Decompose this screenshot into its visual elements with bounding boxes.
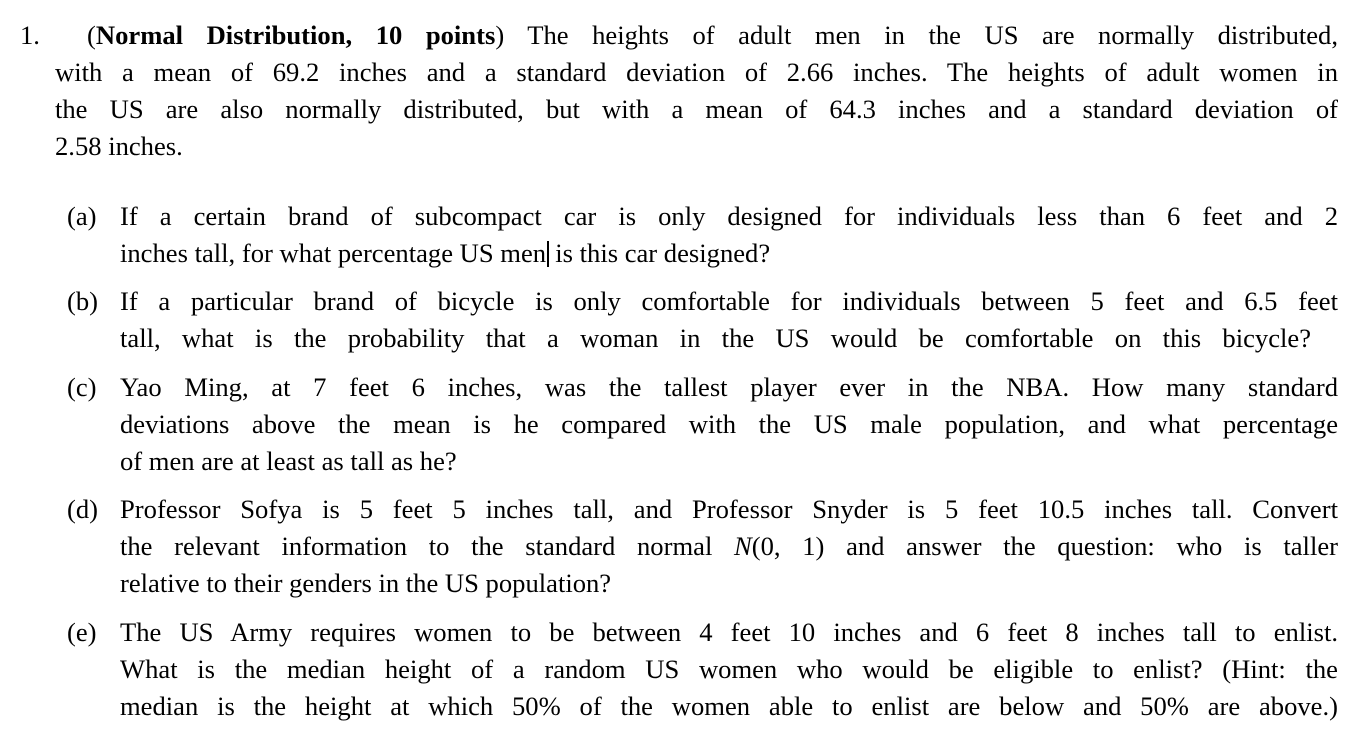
- problem-intro-line-4: 2.58 inches.: [55, 131, 183, 161]
- part-c-line-3: of men are at least as tall as he?: [120, 446, 457, 476]
- part-e-line-3: median is the height at which 50% of the women able to enlist are below and 50% are above.): [120, 691, 1338, 721]
- part-a-label: (a): [67, 201, 97, 231]
- problem-title: Normal Distribution, 10 points: [95, 20, 496, 50]
- problem-close-paren: ): [495, 20, 505, 50]
- problem-intro-line-3: the US are also normally distributed, but with a mean of 64.3 inches and a standard deviation of: [55, 94, 1338, 124]
- math-N: N: [734, 531, 752, 561]
- problem-header-line: [20, 19, 1338, 51]
- problem-intro-line-2: with a mean of 69.2 inches and a standard deviation of 2.66 inches. The heights of adult women in: [55, 57, 1338, 87]
- problem-intro-line-1: The heights of adult men in the US are normally distributed,: [504, 20, 1338, 50]
- part-d-line-1: Professor Sofya is 5 feet 5 inches tall, and Professor Snyder is 5 feet 10.5 inches tall. Convert: [120, 494, 1338, 524]
- part-c-line-1: Yao Ming, at 7 feet 6 inches, was the tallest player ever in the NBA. How many standard: [120, 372, 1338, 402]
- part-a-line-1: If a certain brand of subcompact car is only designed for individuals less than 6 feet and 2: [120, 201, 1338, 231]
- part-d-line-2-text: the relevant information to the standard normal: [120, 531, 735, 561]
- part-a-line-2-rest: is this car designed?: [548, 238, 771, 268]
- part-e-line-2: What is the median height of a random US women who would be eligible to enlist? (Hint: the: [120, 654, 1338, 684]
- part-b-line-2: tall, what is the probability that a woman in the US would be comfortable on this bicycle?: [120, 323, 1311, 353]
- part-e-label: (e): [67, 617, 97, 647]
- problem-number: 1.: [20, 20, 40, 50]
- part-d-line-2-rest: (0, 1) and answer the question: who is taller: [751, 531, 1338, 561]
- part-a-line-2-text: inches tall, for what percentage US men: [120, 238, 547, 268]
- problem-open-paren: (: [87, 20, 96, 50]
- part-a-line-2: [120, 237, 770, 269]
- part-e-line-1: The US Army requires women to be between 4 feet 10 inches and 6 feet 8 inches tall to enlist.: [120, 617, 1338, 647]
- part-c-label: (c): [67, 372, 97, 402]
- part-b-label: (b): [67, 286, 99, 316]
- part-d-line-2: [120, 530, 1338, 562]
- part-d-line-3: relative to their genders in the US population?: [120, 568, 612, 598]
- part-d-label: (d): [67, 494, 99, 524]
- part-b-line-1: If a particular brand of bicycle is only comfortable for individuals between 5 feet and 6.5 feet: [120, 286, 1338, 316]
- part-c-line-2: deviations above the mean is he compared with the US male population, and what percentage: [120, 409, 1338, 439]
